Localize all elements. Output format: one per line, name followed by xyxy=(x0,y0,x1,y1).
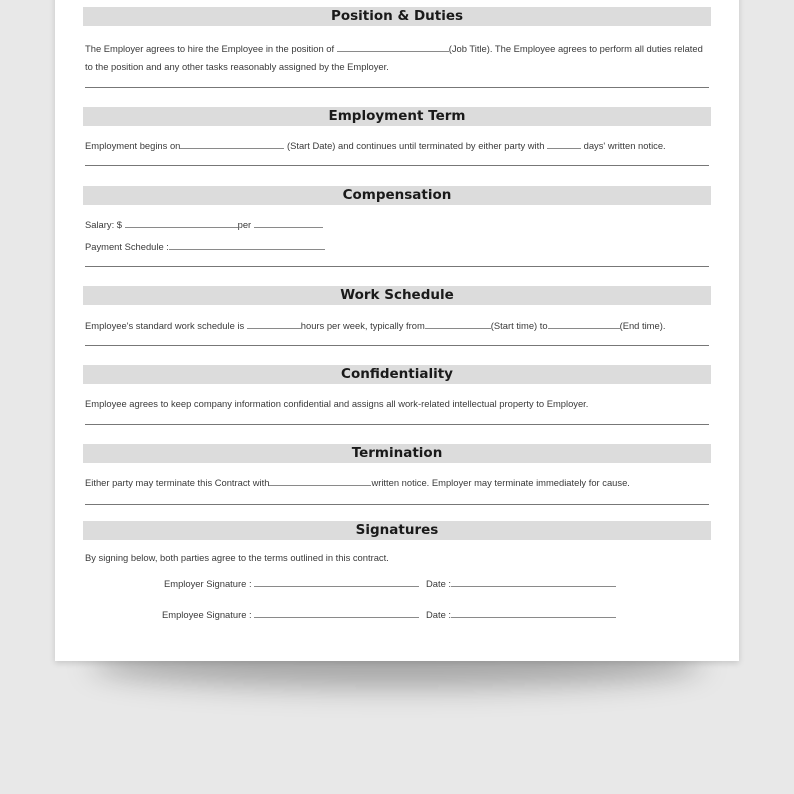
employee-date-label: Date : xyxy=(426,609,452,620)
section-heading-compensation: Compensation xyxy=(83,186,711,205)
work-schedule-text-a: Employee's standard work schedule is xyxy=(85,320,245,331)
salary-period-field[interactable] xyxy=(254,218,323,228)
start-time-field[interactable] xyxy=(425,319,491,329)
confidentiality-text: Employee agrees to keep company information confidential and assigns all work-related intellectual property to Employer. xyxy=(85,398,589,409)
section-heading-termination: Termination xyxy=(83,444,711,463)
divider xyxy=(85,165,709,166)
end-time-field[interactable] xyxy=(548,319,620,329)
section-heading-work-schedule: Work Schedule xyxy=(83,286,711,305)
payment-schedule-label: Payment Schedule : xyxy=(85,241,169,252)
payment-schedule-field[interactable] xyxy=(169,240,325,250)
employee-signature-label: Employee Signature : xyxy=(162,609,252,620)
work-schedule-text-b: hours per week, typically from xyxy=(300,320,425,331)
salary-label: Salary: $ xyxy=(85,219,122,230)
employer-signature-label: Employer Signature : xyxy=(164,578,252,589)
employee-signature-row xyxy=(162,608,419,621)
notice-days-field[interactable] xyxy=(547,139,581,149)
salary-line xyxy=(85,218,323,231)
employer-signature-row xyxy=(164,577,419,590)
payment-schedule-line xyxy=(85,240,325,253)
divider xyxy=(85,87,709,88)
term-text-c: days' written notice. xyxy=(583,140,666,151)
term-paragraph xyxy=(85,139,666,152)
divider xyxy=(85,424,709,425)
salary-field[interactable] xyxy=(125,218,238,228)
work-schedule-text-c: (Start time) to xyxy=(490,320,548,331)
termination-notice-field[interactable] xyxy=(269,476,371,486)
employee-signature-field[interactable] xyxy=(254,608,419,618)
work-schedule-paragraph xyxy=(85,319,665,332)
divider xyxy=(85,266,709,267)
termination-paragraph xyxy=(85,476,630,489)
termination-text-b: written notice. Employer may terminate immediately for cause. xyxy=(371,477,630,488)
divider xyxy=(85,504,709,505)
employee-date-field[interactable] xyxy=(451,608,616,618)
per-label: per xyxy=(237,219,252,230)
signatures-intro: By signing below, both parties agree to the terms outlined in this contract. xyxy=(85,552,389,563)
employee-date-row xyxy=(426,608,616,621)
termination-text-a: Either party may terminate this Contract with xyxy=(85,477,270,488)
section-heading-term: Employment Term xyxy=(83,107,711,126)
section-heading-signatures: Signatures xyxy=(83,521,711,540)
employer-date-label: Date : xyxy=(426,578,452,589)
employer-date-field[interactable] xyxy=(451,577,616,587)
term-text-a: Employment begins on xyxy=(85,140,181,151)
section-heading-confidentiality: Confidentiality xyxy=(83,365,711,384)
section-heading-position: Position & Duties xyxy=(83,7,711,26)
term-text-b: (Start Date) and continues until terminated by either party with xyxy=(286,140,545,151)
position-text-b: (Job Title). The Employee agrees to perform all duties related xyxy=(448,43,703,54)
hours-field[interactable] xyxy=(247,319,301,329)
start-date-field[interactable] xyxy=(180,139,284,149)
position-paragraph-line2: to the position and any other tasks reasonably assigned by the Employer. xyxy=(85,61,389,72)
work-schedule-text-d: (End time). xyxy=(619,320,666,331)
employer-date-row xyxy=(426,577,616,590)
contract-page xyxy=(55,0,739,661)
position-text-a: The Employer agrees to hire the Employee in the position of xyxy=(85,43,335,54)
employer-signature-field[interactable] xyxy=(254,577,419,587)
job-title-field[interactable] xyxy=(337,42,449,52)
divider xyxy=(85,345,709,346)
position-paragraph-line1 xyxy=(85,42,703,55)
